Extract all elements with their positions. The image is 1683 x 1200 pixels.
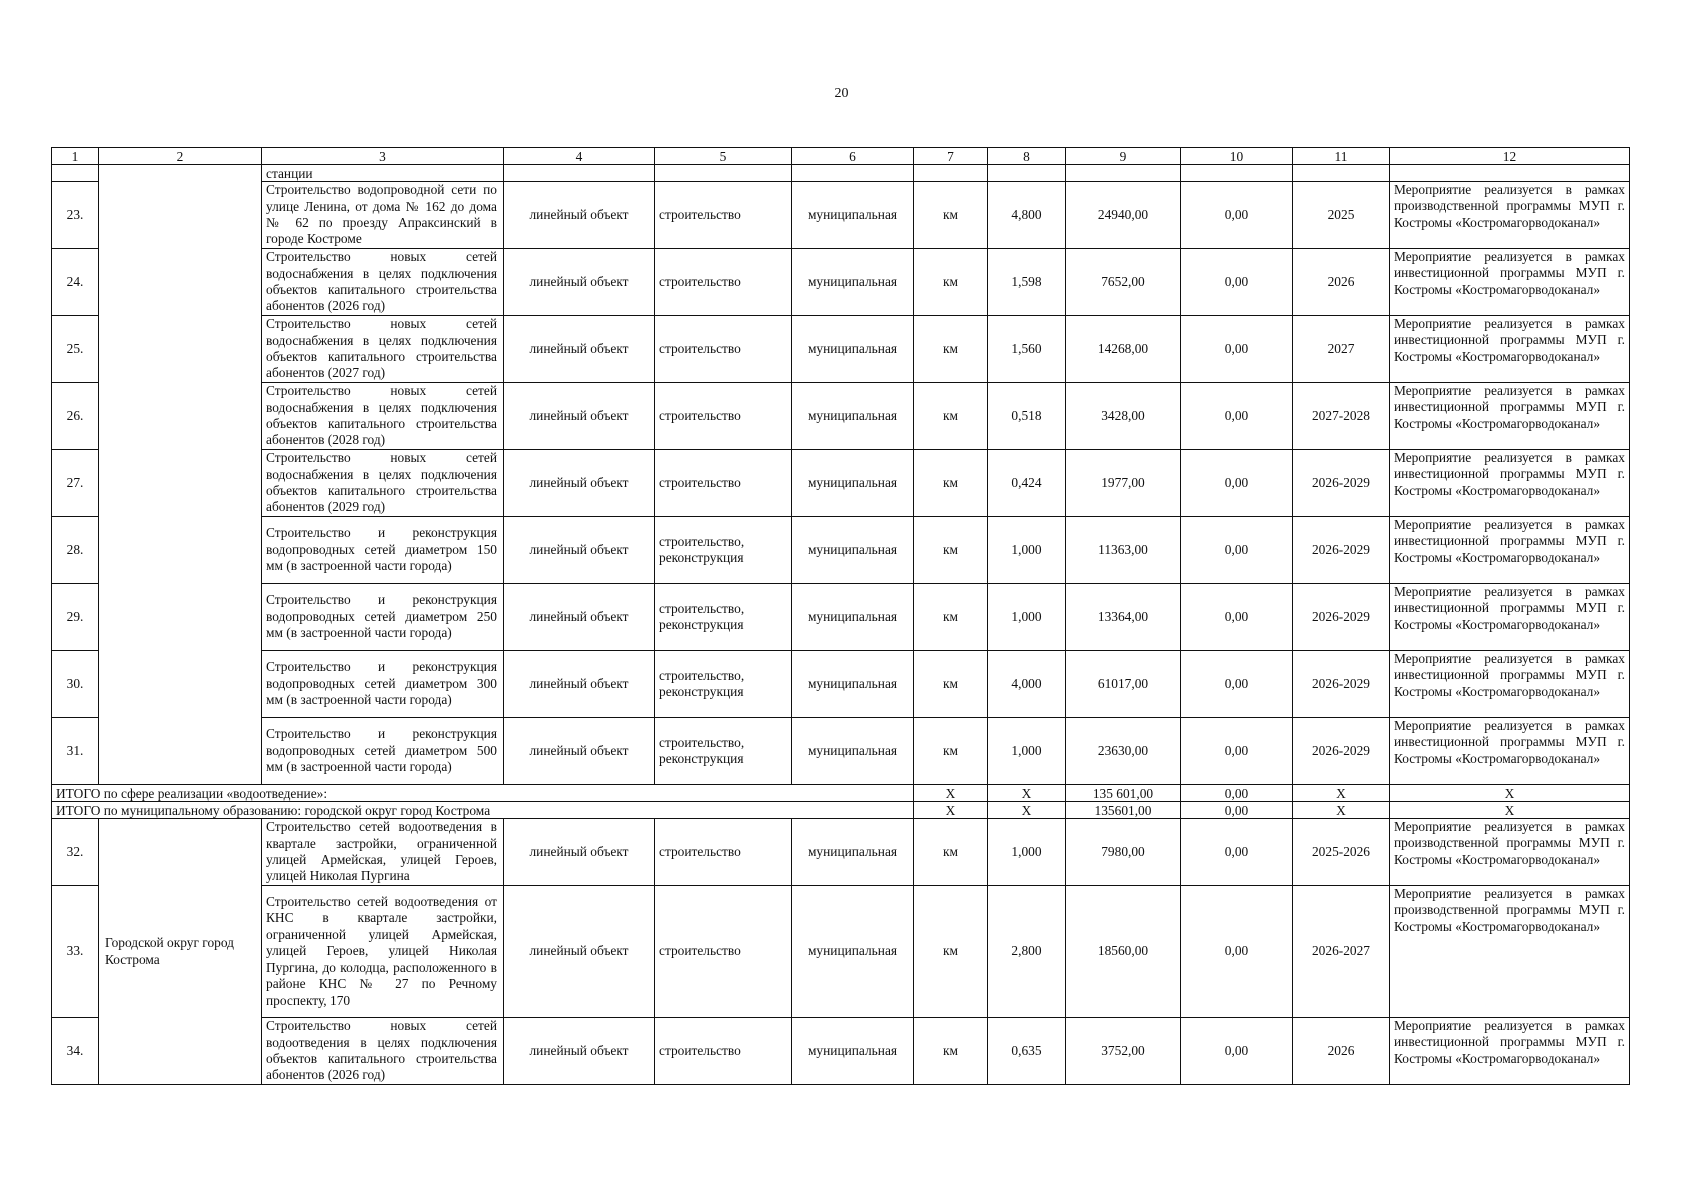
column-header: 6 — [792, 148, 914, 165]
cell-years: 2026-2029 — [1293, 517, 1390, 584]
cell-object-type: линейный объект — [504, 584, 655, 651]
cell-municipality — [99, 165, 262, 785]
cell-object-type: линейный объект — [504, 383, 655, 450]
cell-years: 2026 — [1293, 249, 1390, 316]
cell-unit: км — [914, 517, 988, 584]
cell-work-type: строительство — [655, 182, 792, 249]
total-c7: Х — [914, 802, 988, 819]
cell-cost: 18560,00 — [1066, 886, 1181, 1018]
cell-note: Мероприятие реализуется в рамках производственной программы МУП г. Костромы «Костромагорводоканал» — [1390, 886, 1630, 1018]
total-row — [52, 802, 1630, 819]
cell-empty — [655, 165, 792, 182]
cell-unit: км — [914, 182, 988, 249]
cell-work-type: строительство — [655, 450, 792, 517]
cell-years: 2026-2027 — [1293, 886, 1390, 1018]
total-c8: Х — [988, 785, 1066, 802]
cell-years: 2026-2029 — [1293, 651, 1390, 718]
cell-work-type: строительство, реконструкция — [655, 718, 792, 785]
total-c10: 0,00 — [1181, 785, 1293, 802]
cell-number: 28. — [52, 517, 99, 584]
cell-work-type: строительство, реконструкция — [655, 517, 792, 584]
cell-object-type: линейный объект — [504, 651, 655, 718]
cell-cost: 61017,00 — [1066, 651, 1181, 718]
table-row — [52, 383, 1630, 450]
column-header: 12 — [1390, 148, 1630, 165]
cell-empty — [1293, 165, 1390, 182]
cell-number: 31. — [52, 718, 99, 785]
table-row — [52, 584, 1630, 651]
cell-cost: 14268,00 — [1066, 316, 1181, 383]
cell-ownership: муниципальная — [792, 182, 914, 249]
total-label: ИТОГО по сфере реализации «водоотведение»: — [52, 785, 914, 802]
cell-unit: км — [914, 1018, 988, 1085]
cell-description: Строительство и реконструкция водопроводных сетей диаметром 150 мм (в застроенной части города) — [262, 517, 504, 584]
cell-object-type: линейный объект — [504, 718, 655, 785]
cell-number — [52, 165, 99, 182]
total-label: ИТОГО по муниципальному образованию: городской округ город Кострома — [52, 802, 914, 819]
table-row — [52, 517, 1630, 584]
cell-work-type: строительство — [655, 819, 792, 886]
cell-length: 1,000 — [988, 819, 1066, 886]
cell-unit: км — [914, 718, 988, 785]
cell-object-type: линейный объект — [504, 819, 655, 886]
total-c11: Х — [1293, 785, 1390, 802]
cell-extra-cost: 0,00 — [1181, 584, 1293, 651]
cell-municipality: Городской округ город Кострома — [99, 819, 262, 1085]
cell-object-type: линейный объект — [504, 316, 655, 383]
cell-note: Мероприятие реализуется в рамках инвестиционной программы МУП г. Костромы «Костромагорводоканал» — [1390, 1018, 1630, 1085]
cell-work-type: строительство — [655, 316, 792, 383]
cell-number: 33. — [52, 886, 99, 1018]
cell-description: Строительство новых сетей водоснабжения в целях подключения объектов капитального строительства абонентов (2027 год) — [262, 316, 504, 383]
column-header: 7 — [914, 148, 988, 165]
cell-note: Мероприятие реализуется в рамках инвестиционной программы МУП г. Костромы «Костромагорводоканал» — [1390, 316, 1630, 383]
cell-number: 23. — [52, 182, 99, 249]
cell-ownership: муниципальная — [792, 718, 914, 785]
cell-cost: 3428,00 — [1066, 383, 1181, 450]
column-header: 5 — [655, 148, 792, 165]
continuation-row — [52, 165, 1630, 182]
cell-ownership: муниципальная — [792, 316, 914, 383]
cell-work-type: строительство — [655, 886, 792, 1018]
cell-work-type: строительство — [655, 249, 792, 316]
cell-unit: км — [914, 450, 988, 517]
table-row — [52, 316, 1630, 383]
cell-description: Строительство новых сетей водоснабжения в целях подключения объектов капитального строительства абонентов (2029 год) — [262, 450, 504, 517]
cell-extra-cost: 0,00 — [1181, 249, 1293, 316]
cell-years: 2027 — [1293, 316, 1390, 383]
total-c11: Х — [1293, 802, 1390, 819]
cell-object-type: линейный объект — [504, 249, 655, 316]
cell-unit: км — [914, 383, 988, 450]
cell-empty — [988, 165, 1066, 182]
cell-length: 1,560 — [988, 316, 1066, 383]
cell-description: Строительство и реконструкция водопроводных сетей диаметром 250 мм (в застроенной части города) — [262, 584, 504, 651]
cell-note: Мероприятие реализуется в рамках инвестиционной программы МУП г. Костромы «Костромагорводоканал» — [1390, 450, 1630, 517]
cell-ownership: муниципальная — [792, 517, 914, 584]
table-row — [52, 1018, 1630, 1085]
table-row — [52, 718, 1630, 785]
column-header: 8 — [988, 148, 1066, 165]
cell-description: станции — [262, 165, 504, 182]
cell-unit: км — [914, 316, 988, 383]
cell-empty — [1390, 165, 1630, 182]
cell-object-type: линейный объект — [504, 1018, 655, 1085]
cell-extra-cost: 0,00 — [1181, 651, 1293, 718]
total-c12: Х — [1390, 785, 1630, 802]
cell-empty — [504, 165, 655, 182]
cell-description: Строительство новых сетей водоотведения в целях подключения объектов капитального строительства абонентов (2026 год) — [262, 1018, 504, 1085]
cell-number: 34. — [52, 1018, 99, 1085]
total-c7: Х — [914, 785, 988, 802]
cell-extra-cost: 0,00 — [1181, 886, 1293, 1018]
cell-ownership: муниципальная — [792, 383, 914, 450]
column-header: 1 — [52, 148, 99, 165]
cell-years: 2025-2026 — [1293, 819, 1390, 886]
column-header: 2 — [99, 148, 262, 165]
cell-extra-cost: 0,00 — [1181, 517, 1293, 584]
cell-cost: 13364,00 — [1066, 584, 1181, 651]
cell-extra-cost: 0,00 — [1181, 316, 1293, 383]
cell-years: 2027-2028 — [1293, 383, 1390, 450]
cell-cost: 23630,00 — [1066, 718, 1181, 785]
cell-note: Мероприятие реализуется в рамках производственной программы МУП г. Костромы «Костромагорводоканал» — [1390, 182, 1630, 249]
cell-cost: 11363,00 — [1066, 517, 1181, 584]
cell-years: 2026-2029 — [1293, 450, 1390, 517]
cell-unit: км — [914, 886, 988, 1018]
column-header: 4 — [504, 148, 655, 165]
cell-description: Строительство сетей водоотведения в квартале застройки, ограниченной улицей Армейская, улицей Героев, улицей Николая Пургина — [262, 819, 504, 886]
total-c9: 135 601,00 — [1066, 785, 1181, 802]
cell-description: Строительство новых сетей водоснабжения в целях подключения объектов капитального строительства абонентов (2026 год) — [262, 249, 504, 316]
cell-note: Мероприятие реализуется в рамках инвестиционной программы МУП г. Костромы «Костромагорводоканал» — [1390, 383, 1630, 450]
cell-length: 1,598 — [988, 249, 1066, 316]
table-row — [52, 450, 1630, 517]
cell-years: 2026 — [1293, 1018, 1390, 1085]
cell-number: 30. — [52, 651, 99, 718]
cell-empty — [1181, 165, 1293, 182]
cell-object-type: линейный объект — [504, 517, 655, 584]
cell-ownership: муниципальная — [792, 819, 914, 886]
cell-description: Строительство сетей водоотведения от КНС в квартале застройки, ограниченной улицей Армейская, улицей Героев, улицей Николая Пургина, до колодца, расположенного в районе КНС № 27 по Речному проспекту, 170 — [262, 886, 504, 1018]
cell-object-type: линейный объект — [504, 182, 655, 249]
table-row — [52, 651, 1630, 718]
cell-description: Строительство и реконструкция водопроводных сетей диаметром 300 мм (в застроенной части города) — [262, 651, 504, 718]
cell-note: Мероприятие реализуется в рамках производственной программы МУП г. Костромы «Костромагорводоканал» — [1390, 819, 1630, 886]
total-c9: 135601,00 — [1066, 802, 1181, 819]
cell-empty — [792, 165, 914, 182]
column-header: 11 — [1293, 148, 1390, 165]
cell-length: 1,000 — [988, 517, 1066, 584]
cell-number: 24. — [52, 249, 99, 316]
cell-note: Мероприятие реализуется в рамках инвестиционной программы МУП г. Костромы «Костромагорводоканал» — [1390, 651, 1630, 718]
cell-length: 2,800 — [988, 886, 1066, 1018]
cell-extra-cost: 0,00 — [1181, 182, 1293, 249]
column-header: 10 — [1181, 148, 1293, 165]
cell-work-type: строительство — [655, 383, 792, 450]
cell-length: 1,000 — [988, 718, 1066, 785]
column-header: 9 — [1066, 148, 1181, 165]
cell-extra-cost: 0,00 — [1181, 383, 1293, 450]
total-row — [52, 785, 1630, 802]
cell-extra-cost: 0,00 — [1181, 1018, 1293, 1085]
table-row — [52, 249, 1630, 316]
table-row — [52, 182, 1630, 249]
cell-extra-cost: 0,00 — [1181, 450, 1293, 517]
cell-unit: км — [914, 249, 988, 316]
cell-years: 2026-2029 — [1293, 584, 1390, 651]
cell-years: 2025 — [1293, 182, 1390, 249]
column-number-row — [52, 148, 1630, 165]
measures-table — [51, 147, 1630, 1085]
table-row — [52, 819, 1630, 886]
cell-length: 0,424 — [988, 450, 1066, 517]
cell-number: 29. — [52, 584, 99, 651]
cell-work-type: строительство, реконструкция — [655, 584, 792, 651]
cell-ownership: муниципальная — [792, 651, 914, 718]
cell-cost: 7980,00 — [1066, 819, 1181, 886]
page-number: 20 — [834, 86, 849, 101]
cell-unit: км — [914, 651, 988, 718]
total-c12: Х — [1390, 802, 1630, 819]
cell-note: Мероприятие реализуется в рамках инвестиционной программы МУП г. Костромы «Костромагорводоканал» — [1390, 584, 1630, 651]
cell-cost: 3752,00 — [1066, 1018, 1181, 1085]
cell-cost: 1977,00 — [1066, 450, 1181, 517]
cell-number: 32. — [52, 819, 99, 886]
cell-cost: 7652,00 — [1066, 249, 1181, 316]
cell-object-type: линейный объект — [504, 450, 655, 517]
cell-note: Мероприятие реализуется в рамках инвестиционной программы МУП г. Костромы «Костромагорводоканал» — [1390, 718, 1630, 785]
cell-length: 0,518 — [988, 383, 1066, 450]
cell-unit: км — [914, 584, 988, 651]
cell-ownership: муниципальная — [792, 1018, 914, 1085]
cell-number: 25. — [52, 316, 99, 383]
cell-object-type: линейный объект — [504, 886, 655, 1018]
cell-length: 1,000 — [988, 584, 1066, 651]
cell-ownership: муниципальная — [792, 450, 914, 517]
cell-cost: 24940,00 — [1066, 182, 1181, 249]
cell-length: 4,000 — [988, 651, 1066, 718]
cell-work-type: строительство — [655, 1018, 792, 1085]
cell-work-type: строительство, реконструкция — [655, 651, 792, 718]
total-c8: Х — [988, 802, 1066, 819]
cell-unit: км — [914, 819, 988, 886]
cell-description: Строительство водопроводной сети по улице Ленина, от дома № 162 до дома № 62 по проезду Апраксинский в городе Костроме — [262, 182, 504, 249]
cell-length: 0,635 — [988, 1018, 1066, 1085]
column-header: 3 — [262, 148, 504, 165]
cell-empty — [1066, 165, 1181, 182]
cell-years: 2026-2029 — [1293, 718, 1390, 785]
cell-description: Строительство и реконструкция водопроводных сетей диаметром 500 мм (в застроенной части города) — [262, 718, 504, 785]
cell-description: Строительство новых сетей водоснабжения в целях подключения объектов капитального строительства абонентов (2028 год) — [262, 383, 504, 450]
cell-length: 4,800 — [988, 182, 1066, 249]
total-c10: 0,00 — [1181, 802, 1293, 819]
cell-extra-cost: 0,00 — [1181, 819, 1293, 886]
cell-ownership: муниципальная — [792, 249, 914, 316]
cell-number: 27. — [52, 450, 99, 517]
cell-note: Мероприятие реализуется в рамках инвестиционной программы МУП г. Костромы «Костромагорводоканал» — [1390, 517, 1630, 584]
cell-note: Мероприятие реализуется в рамках инвестиционной программы МУП г. Костромы «Костромагорводоканал» — [1390, 249, 1630, 316]
table-row — [52, 886, 1630, 1018]
cell-empty — [914, 165, 988, 182]
cell-extra-cost: 0,00 — [1181, 718, 1293, 785]
cell-number: 26. — [52, 383, 99, 450]
cell-ownership: муниципальная — [792, 886, 914, 1018]
cell-ownership: муниципальная — [792, 584, 914, 651]
